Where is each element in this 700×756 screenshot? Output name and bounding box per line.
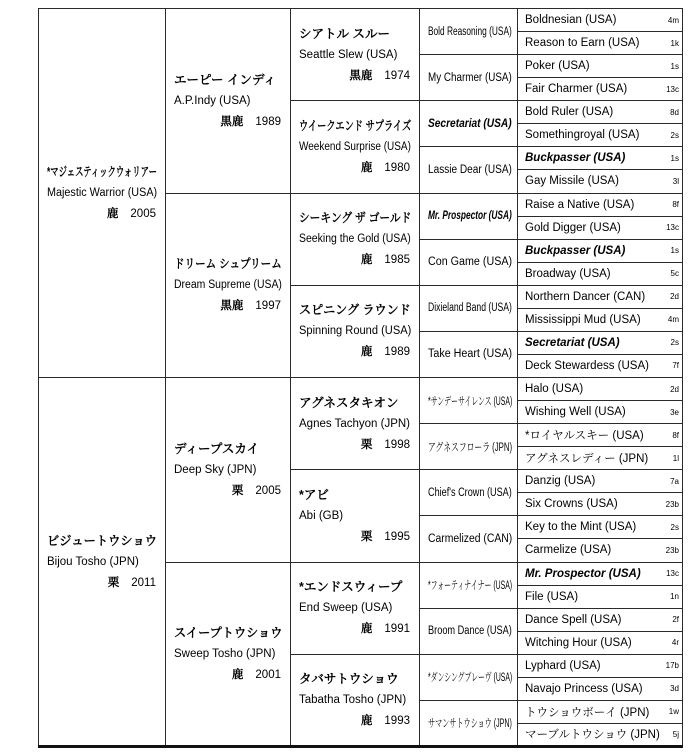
coat-year [299,527,411,548]
horse-name: Key to the Mint (USA) [525,521,637,534]
pedigree-cell [420,378,518,424]
family-number: 2s [670,522,679,532]
horse-name-ja: タバサトウショウ [299,671,399,686]
pedigree-cell [291,285,420,377]
family-number: 1n [670,592,679,602]
pedigree-cell [420,9,518,55]
pedigree-cell [420,101,518,147]
family-number: 17b [665,661,679,671]
pedigree-cell [420,424,518,470]
family-number: 23b [665,545,679,555]
pedigree-cell [420,331,518,377]
pedigree-cell [518,562,683,585]
birth-year: 1974 [384,69,410,82]
coat-year [299,158,411,179]
horse-name: Raise a Native (USA) [525,198,635,211]
birth-year: 1989 [255,115,281,128]
pedigree-cell [518,101,683,124]
pedigree-cell [518,239,683,262]
pedigree-cell [420,516,518,562]
horse-name: Lassie Dear (USA) [428,163,512,176]
horse-name-ja: *マジェスティックウォリアー [47,165,157,179]
horse-name-ja: スイープトウショウ [174,625,283,640]
table-row [39,378,683,401]
coat-color: 黒鹿 [349,69,373,82]
horse-name: Somethingroyal (USA) [525,129,640,142]
horse-name-ja: ディープスカイ [174,441,260,456]
horse-name: マーブルトウショウ (JPN) [525,729,660,742]
horse-name: Mississippi Mud (USA) [525,313,641,326]
pedigree-cell [518,424,683,447]
horse-name-en: Seeking the Gold (USA) [299,233,411,246]
horse-name-en: A.P.Indy (USA) [174,94,251,107]
horse-name: Gay Missile (USA) [525,175,619,188]
pedigree-cell [420,55,518,101]
pedigree-cell [420,285,518,331]
horse-name: Broadway (USA) [525,267,611,280]
horse-name: Lyphard (USA) [525,659,601,672]
pedigree-cell [518,55,683,78]
horse-name-en: Tabatha Tosho (JPN) [299,693,407,706]
family-number: 2d [670,384,679,394]
horse-name-ja: エーピー インディ [174,72,276,87]
family-number: 1k [670,38,679,48]
horse-name: Halo (USA) [525,383,584,396]
coat-year [174,296,282,317]
pedigree-cell [420,700,518,746]
pedigree-cell [518,308,683,331]
pedigree-cell [518,78,683,101]
horse-name: Bold Reasoning (USA) [428,25,512,38]
horse-name-ja: *アビ [299,487,329,502]
family-number: 8f [672,430,679,440]
family-number: 3e [670,407,679,417]
horse-name: Carmelize (USA) [525,544,612,557]
pedigree-cell [291,654,420,746]
coat-color: 栗 [360,438,373,451]
coat-color: 鹿 [231,668,244,681]
horse-name-en: Bijou Tosho (JPN) [47,555,139,568]
birth-year: 1991 [384,623,410,636]
pedigree-cell [518,516,683,539]
coat-year [174,665,282,686]
horse-name: アグネスレディー (JPN) [525,453,649,466]
horse-name-en: Spinning Round (USA) [299,325,412,338]
family-number: 13c [666,84,679,94]
horse-name: Secretariat (USA) [428,117,512,130]
pedigree-cell [518,585,683,608]
pedigree-cell [518,193,683,216]
birth-year: 1997 [255,300,281,313]
family-number: 2s [670,130,679,140]
horse-name-ja: シーキング ザ ゴールド [299,211,412,226]
pedigree-cell [291,101,420,193]
family-number: 8d [670,107,679,117]
pedigree-cell [291,378,420,470]
pedigree-cell [518,124,683,147]
coat-color: 黒鹿 [220,115,244,128]
pedigree-cell [518,147,683,170]
pedigree-cell [518,9,683,32]
horse-name: Con Game (USA) [428,256,513,269]
pedigree-chart [38,8,683,748]
family-number: 1s [670,246,679,256]
pedigree-cell [518,608,683,631]
family-number: 7f [672,361,679,371]
pedigree-cell-sire [39,9,166,378]
pedigree-cell [518,354,683,377]
family-number: 13c [666,223,679,233]
pedigree-cell [518,170,683,193]
horse-name-ja: アグネスタキオン [299,395,399,410]
horse-name: Navajo Princess (USA) [525,682,643,695]
family-number: 1w [668,707,679,717]
horse-name: Mr. Prospector (USA) [525,567,641,580]
pedigree-cell [291,470,420,562]
birth-year: 1998 [384,438,410,451]
horse-name: Chief's Crown (USA) [428,486,512,499]
horse-name: Northern Dancer (CAN) [525,290,646,303]
horse-name: Mr. Prospector (USA) [428,210,512,223]
horse-name: *フォーティナイナー (USA) [428,580,513,593]
horse-name: Dance Spell (USA) [525,613,622,626]
family-number: 7a [670,476,679,486]
family-number: 4m [667,315,679,325]
horse-name: Deck Stewardess (USA) [525,359,649,372]
pedigree-cell [518,331,683,354]
horse-name: Wishing Well (USA) [525,406,626,419]
horse-name: Buckpasser (USA) [525,152,626,165]
pedigree-cell [420,562,518,608]
pedigree-cell [518,631,683,654]
family-number: 3l [672,176,679,186]
pedigree-cell [518,32,683,55]
family-number: 5j [672,729,679,739]
horse-name: Witching Hour (USA) [525,636,632,649]
horse-name: Dixieland Band (USA) [428,302,512,315]
coat-color: 栗 [231,484,244,497]
coat-color: 鹿 [106,208,119,220]
horse-name-ja: シアトル スルー [299,26,390,41]
coat-color: 栗 [360,530,373,543]
horse-name: Gold Digger (USA) [525,221,621,234]
pedigree-cell [420,147,518,193]
pedigree-cell [166,378,291,563]
pedigree-cell [166,562,291,747]
pedigree-cell-dam [39,378,166,747]
horse-name: My Charmer (USA) [428,71,512,84]
pedigree-cell [166,193,291,378]
horse-name-en: Dream Supreme (USA) [174,279,282,292]
coat-year [299,619,411,640]
horse-name-en: Seattle Slew (USA) [299,48,398,61]
horse-name-en: Deep Sky (JPN) [174,463,257,476]
family-number: 1s [670,61,679,71]
birth-year: 1995 [384,530,410,543]
pedigree-cell [420,654,518,700]
coat-color: 栗 [107,576,120,589]
pedigree-cell [291,9,420,101]
horse-name: サマンサトウショウ (JPN) [428,717,512,730]
horse-name: Fair Charmer (USA) [525,83,628,96]
family-number: 4m [667,15,679,25]
coat-color: 鹿 [360,346,373,359]
horse-name: Bold Ruler (USA) [525,106,614,119]
pedigree-cell [518,447,683,470]
pedigree-cell [518,539,683,562]
horse-name: Take Heart (USA) [428,348,513,361]
horse-name: Secretariat (USA) [525,336,620,349]
family-number: 23b [665,499,679,509]
coat-year [47,204,157,225]
coat-year [299,435,411,456]
horse-name: File (USA) [525,590,579,603]
coat-year [299,711,411,732]
pedigree-cell [420,239,518,285]
birth-year: 1985 [384,254,410,267]
family-number: 3d [670,684,679,694]
horse-name: Poker (USA) [525,60,590,73]
coat-year [174,112,282,133]
coat-year [174,481,282,502]
family-number: 1l [672,453,679,463]
pedigree-cell [518,654,683,677]
horse-name: Six Crowns (USA) [525,498,618,511]
horse-name-ja: ドリーム シュプリーム [174,257,282,272]
coat-color: 鹿 [360,254,373,267]
family-number: 2d [670,292,679,302]
horse-name: *ロイヤルスキー (USA) [525,430,644,443]
table-row [39,9,683,32]
coat-color: 鹿 [360,623,373,636]
birth-year: 1993 [384,714,410,727]
pedigree-cell [420,193,518,239]
horse-name-en: Abi (GB) [299,509,344,522]
pedigree-cell [518,378,683,401]
pedigree-cell [518,285,683,308]
horse-name-en: Agnes Tachyon (JPN) [299,417,411,430]
horse-name-ja: ビジュートウショウ [47,533,158,548]
family-number: 2s [670,338,679,348]
coat-color: 黒鹿 [220,300,244,313]
pedigree-cell [518,700,683,723]
horse-name: Carmelized (CAN) [428,532,513,545]
horse-name: *ダンシングブレーヴ (USA) [428,672,513,685]
horse-name-ja: *エンドスウィープ [299,580,403,595]
pedigree-cell [420,470,518,516]
family-number: 4r [671,638,679,648]
family-number: 5c [670,269,679,279]
horse-name: Danzig (USA) [525,475,596,488]
horse-name: Broom Dance (USA) [428,625,512,638]
horse-name-en: Majestic Warrior (USA) [47,187,158,199]
coat-year [299,342,411,363]
family-number: 1s [670,153,679,163]
pedigree-cell [518,401,683,424]
pedigree-table [38,8,683,748]
birth-year: 1989 [384,346,410,359]
horse-name: *サンデーサイレンス (USA) [428,395,513,408]
pedigree-cell [518,723,683,746]
family-number: 2f [672,615,679,625]
coat-year [47,573,157,594]
coat-color: 鹿 [360,714,373,727]
family-number: 13c [666,569,679,579]
birth-year: 2005 [130,208,156,220]
pedigree-cell [518,493,683,516]
family-number: 8f [672,200,679,210]
coat-year [299,66,411,87]
birth-year: 2001 [255,668,281,681]
horse-name-en: End Sweep (USA) [299,602,393,615]
pedigree-cell [518,262,683,285]
horse-name: Reason to Earn (USA) [525,37,640,50]
birth-year: 2011 [131,576,156,589]
pedigree-cell [166,9,291,194]
birth-year: 1980 [384,161,410,174]
pedigree-cell [420,608,518,654]
pedigree-cell [518,677,683,700]
pedigree-cell [291,562,420,654]
coat-color: 鹿 [360,161,373,174]
horse-name: Buckpasser (USA) [525,244,626,257]
birth-year: 2005 [255,484,281,497]
horse-name-ja: スピニング ラウンド [299,303,411,318]
horse-name-en: Weekend Surprise (USA) [299,140,411,153]
horse-name: トウショウボーイ (JPN) [525,706,650,719]
pedigree-cell [518,470,683,493]
pedigree-cell [518,216,683,239]
pedigree-cell [291,193,420,285]
horse-name-ja: ウイークエンド サプライズ [299,118,412,133]
coat-year [299,250,411,271]
horse-name: Boldnesian (USA) [525,14,617,27]
horse-name: アグネスフローラ (JPN) [428,441,513,454]
horse-name-en: Sweep Tosho (JPN) [174,647,276,660]
